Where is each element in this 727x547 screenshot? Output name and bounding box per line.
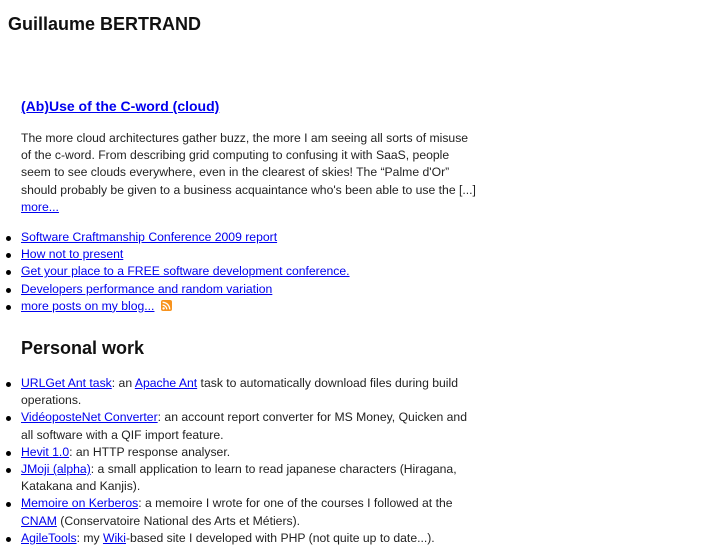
list-item <box>21 281 481 298</box>
list-item <box>21 444 481 461</box>
project-link[interactable]: VidéoposteNet Converter <box>21 410 158 425</box>
list-item <box>21 229 481 246</box>
personal-work-list <box>21 375 481 547</box>
project-description: : a memoire I wrote for one of the courses I followed at the <box>138 496 453 511</box>
project-description: : an <box>111 376 135 391</box>
blog-post-link[interactable]: Get your place to a FREE software development conference. <box>21 264 350 279</box>
more-posts-link[interactable]: more posts on my blog... <box>21 298 155 313</box>
more-link[interactable]: more... <box>21 199 59 214</box>
project-description: task to automatically download files during build operations. <box>21 376 458 408</box>
list-item <box>21 530 481 547</box>
site-title: Guillaume BERTRAND <box>8 14 202 34</box>
blog-post-link[interactable]: How not to present <box>21 247 124 262</box>
project-description: : a small application to learn to read japanese characters (Hiragana, Katakana and Kanjis). <box>21 462 457 494</box>
section-title-personal-work: Personal work <box>21 338 145 359</box>
project-secondary-link[interactable]: Wiki <box>102 530 126 545</box>
project-secondary-link[interactable]: CNAM <box>21 513 57 528</box>
project-description: : an account report converter for MS Money, Quicken and all software with a QIF import feature. <box>21 410 467 442</box>
list-item <box>21 375 481 409</box>
list-item <box>21 461 481 495</box>
list-item <box>21 246 481 263</box>
project-link[interactable]: Memoire on Kerberos <box>21 496 139 511</box>
project-link[interactable]: AgileTools <box>21 530 77 545</box>
featured-post-title <box>21 97 481 116</box>
project-link[interactable]: JMoji (alpha) <box>21 462 91 477</box>
list-item <box>21 298 481 315</box>
project-link[interactable]: URLGet Ant task <box>21 376 112 391</box>
list-item <box>21 263 481 280</box>
project-secondary-link[interactable]: Apache Ant <box>134 376 198 391</box>
project-description: : my <box>76 530 103 545</box>
project-description: -based site I developed with PHP (not quite up to date...). <box>125 530 435 545</box>
list-item <box>21 495 481 529</box>
featured-post-link[interactable]: (Ab)Use of the C-word (cloud) <box>21 98 220 114</box>
blog-post-link[interactable]: Software Craftmanship Conference 2009 report <box>21 230 278 245</box>
project-description: : an HTTP response analyser. <box>69 444 231 459</box>
project-description: (Conservatoire National des Arts et Métiers). <box>56 513 301 528</box>
blog-post-list <box>21 229 481 315</box>
project-link[interactable]: Hevit 1.0 <box>21 444 70 459</box>
rss-icon[interactable] <box>161 300 172 311</box>
blog-post-link[interactable]: Developers performance and random variation <box>21 281 273 296</box>
featured-post-excerpt <box>21 130 481 216</box>
main-content <box>21 97 481 547</box>
excerpt-text: The more cloud architectures gather buzz, the more I am seeing all sorts of misuse of the c-word. From describing grid computing to confusing it with SaaS, people seem to see clouds everywhere, even in the clearest of skies! The “Palme d'Or” should probably be given to a business acquaintance who's been able to use the [...] <box>21 131 476 197</box>
list-item <box>21 409 481 443</box>
